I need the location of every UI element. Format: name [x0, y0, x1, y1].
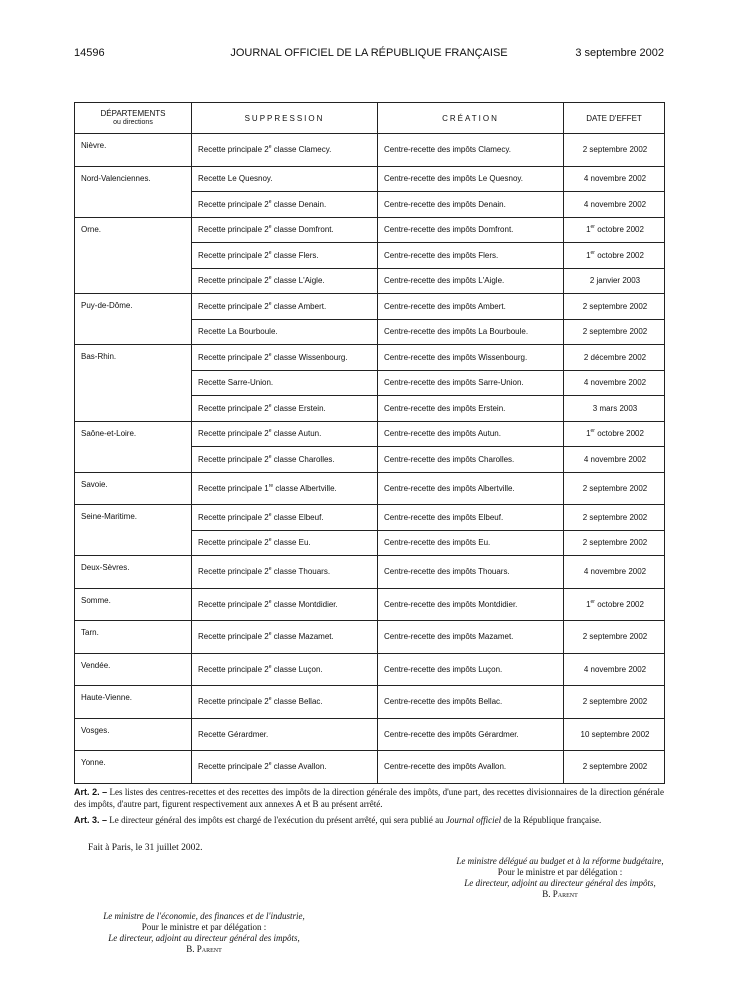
suppression-ordinal: e	[268, 402, 272, 409]
article-3-text-italic: Journal officiel	[445, 815, 502, 825]
table-row	[75, 686, 665, 719]
signature-right	[410, 856, 710, 900]
suppression-cell	[192, 588, 378, 621]
signature-left	[64, 911, 344, 955]
departement-cell: Yonne.	[75, 751, 192, 784]
date-effet-cell	[564, 472, 665, 505]
departement-cell: Somme.	[75, 588, 192, 621]
date-text: 2 septembre 2002	[582, 483, 648, 493]
date-text-end: octobre 2002	[594, 225, 644, 235]
page-header	[74, 47, 664, 61]
suppression-text-end: classe Autun.	[271, 429, 322, 439]
suppression-text: Recette principale 2	[198, 225, 269, 235]
table-row	[75, 505, 665, 531]
date-text: 4 novembre 2002	[583, 199, 647, 209]
creation-cell: Centre-recette des impôts Eu.	[378, 530, 564, 556]
date-effet-cell	[564, 686, 665, 719]
table-row	[75, 421, 665, 447]
suppression-cell	[192, 134, 378, 167]
article-3-label: Art. 3. –	[74, 815, 108, 825]
sig-right-line4: B. Parent	[542, 889, 578, 899]
suppression-ordinal: e	[268, 351, 272, 358]
suppression-text-end: classe Thouars.	[271, 567, 331, 577]
date-text: 2 septembre 2002	[582, 512, 648, 522]
table-row	[75, 718, 665, 751]
date-effet-cell	[564, 621, 665, 654]
date-effet-cell	[564, 653, 665, 686]
date-ordinal: er	[590, 249, 595, 256]
date-text-end: octobre 2002	[594, 429, 644, 439]
suppression-text: Recette principale 2	[198, 403, 269, 413]
suppression-text-end: classe Elbeuf.	[271, 512, 324, 522]
suppression-cell	[192, 345, 378, 371]
date-effet-cell	[564, 505, 665, 531]
suppression-text: Recette principale 2	[198, 567, 269, 577]
table-header-row	[75, 103, 665, 134]
suppression-cell	[192, 192, 378, 218]
suppression-ordinal: e	[268, 198, 272, 205]
departement-cell: Puy-de-Dôme.	[75, 294, 192, 345]
suppression-text-end: classe Luçon.	[271, 664, 323, 674]
date-text: 2 septembre 2002	[582, 327, 648, 337]
suppression-ordinal: e	[268, 300, 272, 307]
date-effet-cell	[564, 556, 665, 589]
page-number: 14596	[74, 47, 105, 59]
creation-cell: Centre-recette des impôts Luçon.	[378, 653, 564, 686]
suppression-ordinal: e	[268, 275, 272, 282]
departement-cell: Savoie.	[75, 472, 192, 505]
suppression-text: Recette principale 1	[198, 483, 269, 493]
suppression-cell	[192, 421, 378, 447]
suppression-text-end: classe Flers.	[271, 250, 319, 260]
date-effet-cell	[564, 243, 665, 269]
suppression-cell	[192, 751, 378, 784]
suppression-cell	[192, 556, 378, 589]
date-text: 4 novembre 2002	[583, 378, 647, 388]
suppression-text: Recette principale 2	[198, 632, 269, 642]
suppression-ordinal: e	[268, 453, 272, 460]
departement-cell: Seine-Maritime.	[75, 505, 192, 556]
suppression-text: Recette Gérardmer.	[198, 729, 269, 739]
table-row	[75, 588, 665, 621]
article-2-label: Art. 2. –	[74, 787, 108, 797]
creation-cell: Centre-recette des impôts L'Aigle.	[378, 268, 564, 294]
suppression-text-end: classe Mazamet.	[271, 632, 334, 642]
sig-left-line3: Le directeur, adjoint au directeur général des impôts,	[108, 933, 300, 943]
article-3-text-pre: Le directeur général des impôts est chargé de l'exécution du présent arrêté, qui sera publié au	[109, 815, 446, 825]
table-row	[75, 134, 665, 167]
suppression-cell	[192, 530, 378, 556]
date-text: 2 janvier 2003	[589, 276, 641, 286]
sig-right-line2: Pour le ministre et par délégation :	[497, 867, 623, 877]
suppression-text: Recette principale 2	[198, 429, 269, 439]
suppression-text: Recette principale 2	[198, 697, 269, 707]
suppression-cell	[192, 686, 378, 719]
suppression-ordinal: e	[268, 761, 272, 768]
sig-right-line3: Le directeur, adjoint au directeur général des impôts,	[464, 878, 656, 888]
date-effet-cell	[564, 718, 665, 751]
date-effet-cell	[564, 421, 665, 447]
suppression-text: Recette principale 2	[198, 599, 269, 609]
suppression-cell	[192, 396, 378, 422]
sig-right-line1: Le ministre délégué au budget et à la réforme budgétaire,	[456, 856, 664, 866]
table-row	[75, 621, 665, 654]
date-effet-cell	[564, 294, 665, 320]
date-effet-cell	[564, 396, 665, 422]
creation-cell: Centre-recette des impôts Thouars.	[378, 556, 564, 589]
creation-cell: Centre-recette des impôts Clamecy.	[378, 134, 564, 167]
creation-cell: Centre-recette des impôts Wissenbourg.	[378, 345, 564, 371]
suppression-text: Recette Sarre-Union.	[198, 378, 274, 388]
creation-cell: Centre-recette des impôts Denain.	[378, 192, 564, 218]
suppression-text: Recette Le Quesnoy.	[198, 174, 273, 184]
departement-cell: Haute-Vienne.	[75, 686, 192, 719]
date-text: 2 septembre 2002	[582, 632, 648, 642]
suppression-cell	[192, 294, 378, 320]
suppression-text-end: classe Wissenbourg.	[271, 352, 348, 362]
date-effet-cell	[564, 319, 665, 345]
suppression-ordinal: e	[268, 249, 272, 256]
suppression-ordinal: e	[268, 663, 272, 670]
table-row	[75, 217, 665, 243]
suppression-ordinal: re	[268, 482, 274, 489]
sig-left-line1: Le ministre de l'économie, des finances et de l'industrie,	[103, 911, 305, 921]
suppression-cell	[192, 319, 378, 345]
suppression-text: Recette principale 2	[198, 352, 269, 362]
date-ordinal: er	[590, 598, 595, 605]
departement-cell: Orne.	[75, 217, 192, 294]
suppression-ordinal: e	[268, 631, 272, 638]
date-text: 2 septembre 2002	[582, 762, 648, 772]
sig-left-line2: Pour le ministre et par délégation :	[141, 922, 267, 932]
suppression-text-end: classe Domfront.	[271, 225, 334, 235]
date-text: 2 septembre 2002	[582, 301, 648, 311]
date-effet-cell	[564, 192, 665, 218]
suppression-text-end: classe Albertville.	[273, 483, 337, 493]
suppression-ordinal: e	[268, 144, 272, 151]
article-3-text-post: de la République française.	[501, 815, 602, 825]
creation-cell: Centre-recette des impôts Charolles.	[378, 447, 564, 473]
date-effet-cell	[564, 370, 665, 396]
suppression-text: Recette principale 2	[198, 145, 269, 155]
date-text: 2 septembre 2002	[582, 538, 648, 548]
recettes-table	[74, 102, 665, 784]
table-row	[75, 751, 665, 784]
article-3	[74, 814, 664, 826]
suppression-cell	[192, 217, 378, 243]
suppression-ordinal: e	[268, 598, 272, 605]
suppression-ordinal: e	[268, 511, 272, 518]
creation-cell: Centre-recette des impôts Mazamet.	[378, 621, 564, 654]
date-text: 3 mars 2003	[592, 403, 638, 413]
creation-cell: Centre-recette des impôts Flers.	[378, 243, 564, 269]
suppression-text-end: classe Avallon.	[271, 762, 327, 772]
suppression-text: Recette principale 2	[198, 538, 269, 548]
creation-cell: Centre-recette des impôts La Bourboule.	[378, 319, 564, 345]
date-text: 2 septembre 2002	[582, 697, 648, 707]
suppression-cell	[192, 472, 378, 505]
article-2	[74, 786, 664, 810]
date-text-end: octobre 2002	[594, 599, 644, 609]
date-effet-cell	[564, 268, 665, 294]
suppression-text: Recette La Bourboule.	[198, 327, 278, 337]
fait-a-paris: Fait à Paris, le 31 juillet 2002.	[88, 843, 203, 853]
creation-cell: Centre-recette des impôts Albertville.	[378, 472, 564, 505]
date-effet-cell	[564, 217, 665, 243]
date-text: 2 septembre 2002	[582, 145, 648, 155]
date-text: 1	[586, 599, 591, 609]
creation-cell: Centre-recette des impôts Le Quesnoy.	[378, 166, 564, 192]
suppression-cell	[192, 447, 378, 473]
suppression-ordinal: e	[268, 566, 272, 573]
date-effet-cell	[564, 530, 665, 556]
suppression-text-end: classe Bellac.	[271, 697, 323, 707]
departement-cell: Tarn.	[75, 621, 192, 654]
table-row	[75, 345, 665, 371]
suppression-ordinal: e	[268, 428, 272, 435]
suppression-text: Recette principale 2	[198, 762, 269, 772]
creation-cell: Centre-recette des impôts Erstein.	[378, 396, 564, 422]
suppression-text-end: classe Denain.	[271, 199, 327, 209]
creation-cell: Centre-recette des impôts Gérardmer.	[378, 718, 564, 751]
creation-cell: Centre-recette des impôts Ambert.	[378, 294, 564, 320]
sig-left-line4: B. Parent	[186, 944, 222, 954]
departement-cell: Vendée.	[75, 653, 192, 686]
header-date-effet: DATE D'EFFET	[564, 103, 665, 134]
date-text: 2 décembre 2002	[583, 352, 647, 362]
publication-date: 3 septembre 2002	[575, 47, 664, 59]
creation-cell: Centre-recette des impôts Autun.	[378, 421, 564, 447]
suppression-cell	[192, 268, 378, 294]
departement-cell: Vosges.	[75, 718, 192, 751]
header-suppression: SUPPRESSION	[192, 103, 378, 134]
creation-cell: Centre-recette des impôts Bellac.	[378, 686, 564, 719]
departement-cell: Nièvre.	[75, 134, 192, 167]
suppression-cell	[192, 370, 378, 396]
suppression-cell	[192, 505, 378, 531]
date-effet-cell	[564, 134, 665, 167]
article-2-text: Les listes des centres-recettes et des recettes des impôts de la direction générale des impôts, d'une part, des recettes divisionnaires de la direction générale des impôts, d'autre part, figurent respectivement aux annexes A et B au présent arrêté.	[74, 787, 665, 809]
date-effet-cell	[564, 447, 665, 473]
suppression-text: Recette principale 2	[198, 454, 269, 464]
table-row	[75, 653, 665, 686]
header-departements	[75, 103, 192, 134]
date-text: 1	[586, 225, 591, 235]
suppression-ordinal: e	[268, 537, 272, 544]
suppression-cell	[192, 621, 378, 654]
suppression-text-end: classe Erstein.	[271, 403, 326, 413]
date-effet-cell	[564, 345, 665, 371]
header-departements-sub: ou directions	[113, 119, 153, 126]
suppression-text: Recette principale 2	[198, 199, 269, 209]
date-text: 4 novembre 2002	[583, 664, 647, 674]
date-effet-cell	[564, 588, 665, 621]
suppression-text-end: classe L'Aigle.	[271, 276, 325, 286]
journal-title: JOURNAL OFFICIEL DE LA RÉPUBLIQUE FRANÇAISE	[230, 47, 508, 59]
header-departements-label: DÉPARTEMENTS	[100, 109, 166, 118]
table-row	[75, 556, 665, 589]
suppression-text-end: classe Charolles.	[271, 454, 335, 464]
date-text-end: octobre 2002	[594, 250, 644, 260]
table-body	[75, 134, 665, 784]
suppression-cell	[192, 166, 378, 192]
suppression-text: Recette principale 2	[198, 512, 269, 522]
suppression-text: Recette principale 2	[198, 301, 269, 311]
departement-cell: Saône-et-Loire.	[75, 421, 192, 472]
suppression-cell	[192, 243, 378, 269]
suppression-cell	[192, 653, 378, 686]
departement-cell: Deux-Sèvres.	[75, 556, 192, 589]
creation-cell: Centre-recette des impôts Montdidier.	[378, 588, 564, 621]
suppression-cell	[192, 718, 378, 751]
suppression-text-end: classe Eu.	[271, 538, 311, 548]
date-ordinal: er	[590, 428, 595, 435]
date-text: 1	[586, 429, 591, 439]
date-text: 4 novembre 2002	[583, 174, 647, 184]
date-text: 10 septembre 2002	[580, 729, 650, 739]
table-row	[75, 166, 665, 192]
date-text: 1	[586, 250, 591, 260]
date-ordinal: er	[590, 224, 595, 231]
date-text: 4 novembre 2002	[583, 454, 647, 464]
date-text: 4 novembre 2002	[583, 567, 647, 577]
creation-cell: Centre-recette des impôts Sarre-Union.	[378, 370, 564, 396]
suppression-text: Recette principale 2	[198, 276, 269, 286]
suppression-ordinal: e	[268, 224, 272, 231]
date-effet-cell	[564, 751, 665, 784]
header-creation: CRÉATION	[378, 103, 564, 134]
suppression-ordinal: e	[268, 696, 272, 703]
table-row	[75, 294, 665, 320]
creation-cell: Centre-recette des impôts Elbeuf.	[378, 505, 564, 531]
table-row	[75, 472, 665, 505]
date-effet-cell	[564, 166, 665, 192]
suppression-text-end: classe Clamecy.	[271, 145, 332, 155]
suppression-text: Recette principale 2	[198, 664, 269, 674]
suppression-text-end: classe Montdidier.	[271, 599, 338, 609]
departement-cell: Nord-Valenciennes.	[75, 166, 192, 217]
suppression-text: Recette principale 2	[198, 250, 269, 260]
creation-cell: Centre-recette des impôts Domfront.	[378, 217, 564, 243]
creation-cell: Centre-recette des impôts Avallon.	[378, 751, 564, 784]
suppression-text-end: classe Ambert.	[271, 301, 327, 311]
departement-cell: Bas-Rhin.	[75, 345, 192, 422]
